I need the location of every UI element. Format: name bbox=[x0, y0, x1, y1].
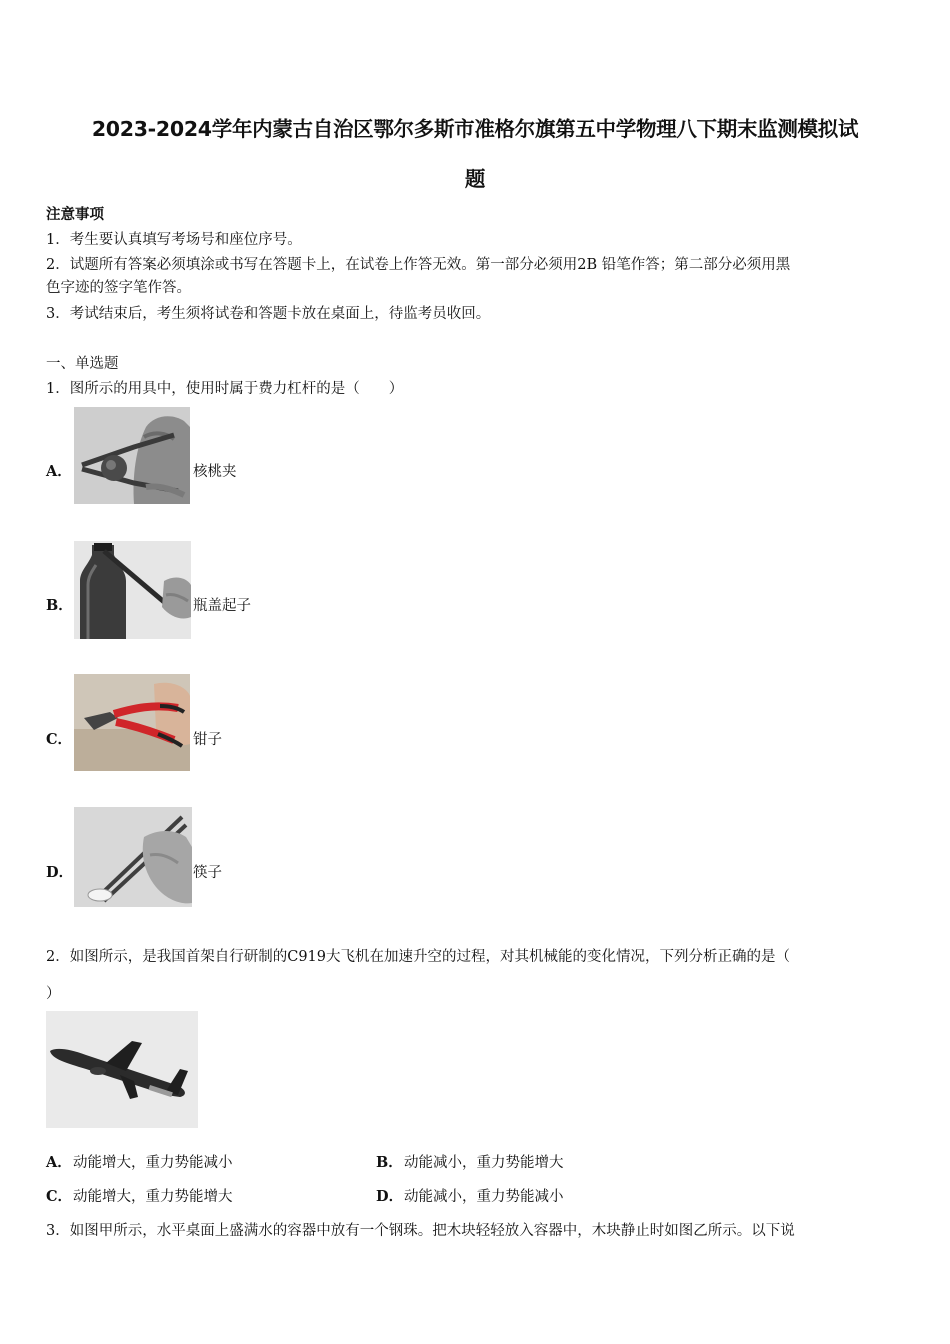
q2-option-c-text: 动能增大，重力势能增大 bbox=[73, 1189, 233, 1205]
notice-item-3: 3．考试结束后，考生须将试卷和答题卡放在桌面上，待监考员收回。 bbox=[46, 306, 491, 322]
notice-item-2: 2．试题所有答案必须填涂或书写在答题卡上，在试卷上作答无效。第一部分必须用2B 铅笔作答；第二部分必须用黑 bbox=[46, 257, 791, 273]
q1-stem: 1．图所示的用具中，使用时属于费力杠杆的是（ ） bbox=[46, 381, 404, 397]
q1-option-a-letter: A． bbox=[46, 463, 72, 480]
q1-option-d-letter: D． bbox=[46, 864, 74, 881]
bottle-opener-image bbox=[74, 541, 191, 639]
notice-item-1: 1．考生要认真填写考场号和座位序号。 bbox=[46, 232, 302, 248]
q1-option-a-text: 核桃夹 bbox=[193, 464, 237, 480]
notice-heading: 注意事项 bbox=[46, 206, 104, 223]
q3-stem-line1: 3．如图甲所示，水平桌面上盛满水的容器中放有一个钢珠。把木块轻轻放入容器中，木块静止时如图乙所示。以下说 bbox=[46, 1223, 795, 1239]
q1-option-c-text: 钳子 bbox=[193, 732, 222, 748]
q2-option-d-text: 动能减小，重力势能减小 bbox=[404, 1189, 564, 1205]
walnut-cracker-image bbox=[74, 407, 190, 504]
exam-title-line1: 2023-2024学年内蒙古自治区鄂尔多斯市准格尔旗第五中学物理八下期末监测模拟试 bbox=[91, 117, 859, 141]
q2-stem-line2: ） bbox=[46, 986, 61, 1002]
chopsticks-image bbox=[74, 807, 192, 907]
notice-item-2-cont: 色字迹的签字笔作答。 bbox=[46, 280, 191, 296]
q1-option-b-letter: B． bbox=[46, 597, 73, 614]
exam-title-line2: 题 bbox=[464, 167, 486, 191]
q2-option-c-letter: C． bbox=[46, 1188, 73, 1205]
q1-option-c-letter: C． bbox=[46, 731, 73, 748]
q2-option-a-text: 动能增大，重力势能减小 bbox=[73, 1155, 233, 1171]
pliers-image bbox=[74, 674, 190, 771]
q1-option-d-text: 筷子 bbox=[193, 865, 222, 881]
q2-option-b-letter: B． bbox=[376, 1154, 403, 1171]
q2-option-b-text: 动能减小，重力势能增大 bbox=[404, 1155, 564, 1171]
q2-option-d-letter: D． bbox=[376, 1188, 404, 1205]
q2-stem-line1: 2．如图所示，是我国首架自行研制的C919大飞机在加速升空的过程，对其机械能的变化情况，下列分析正确的是（ bbox=[46, 949, 790, 965]
q2-option-a-letter: A． bbox=[46, 1154, 72, 1171]
section-heading: 一、单选题 bbox=[46, 356, 119, 372]
c919-airplane-image bbox=[46, 1011, 198, 1128]
q1-option-b-text: 瓶盖起子 bbox=[193, 598, 251, 614]
